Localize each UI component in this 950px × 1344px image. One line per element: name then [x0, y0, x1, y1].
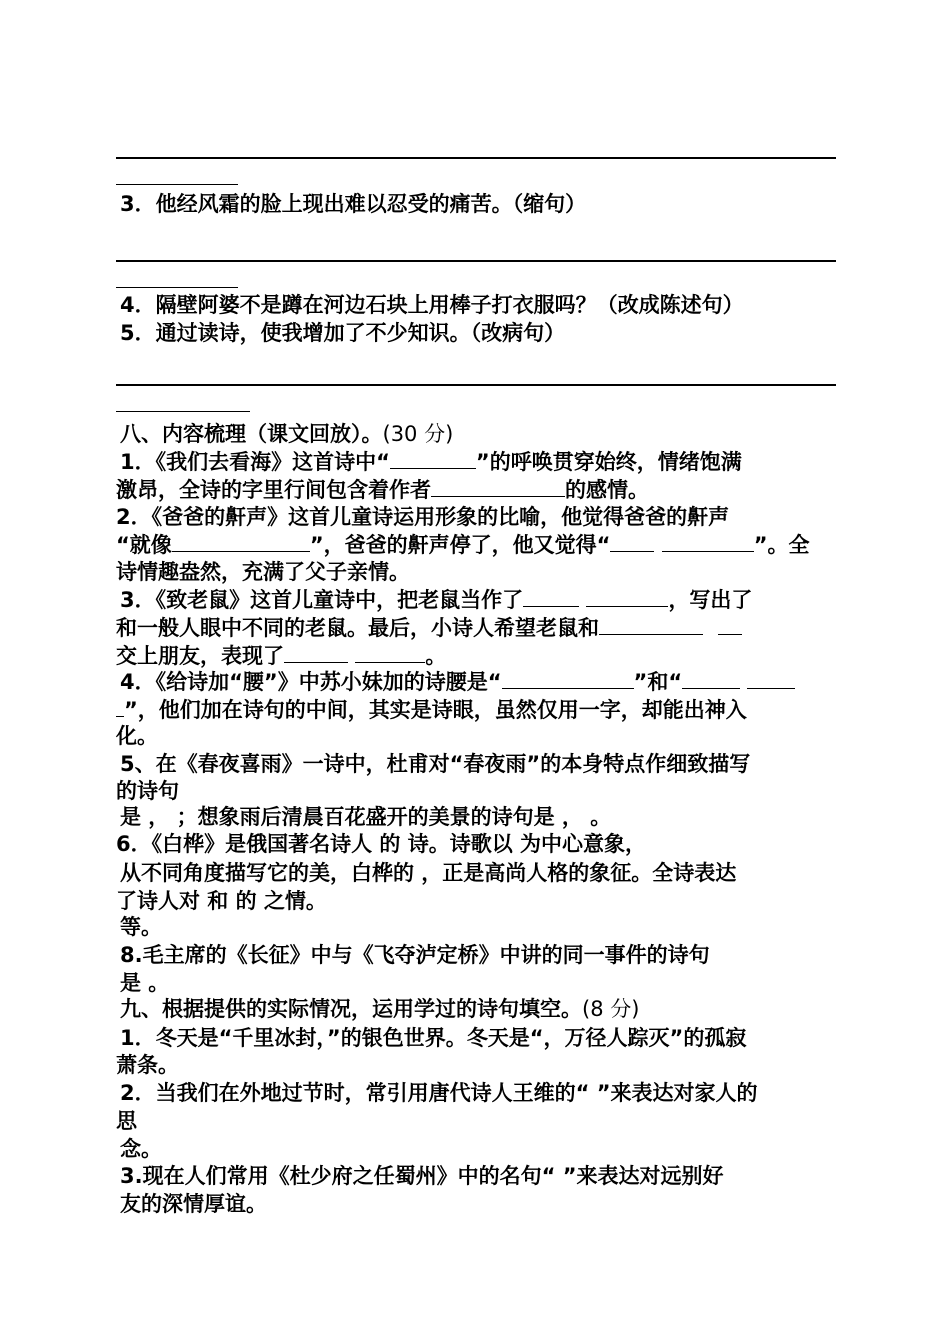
- blank[interactable]: [523, 588, 579, 607]
- question-text: ”。全: [753, 533, 810, 557]
- question-8-2-end: [116, 558, 838, 586]
- question-text: 。: [425, 644, 447, 668]
- question-9-3: 3.现在人们常用《杜少府之任蜀州》中的名句“ ”来表达对远别好: [120, 1164, 724, 1188]
- blank[interactable]: [747, 670, 795, 689]
- blank[interactable]: [599, 616, 703, 635]
- question-8-1-cont: [116, 476, 838, 504]
- question-8-8: 8.毛主席的《长征》中与《飞夺泸定桥》中讲的同一事件的诗句: [120, 943, 710, 967]
- blank[interactable]: [610, 533, 654, 552]
- question-9-2-end: 念。: [120, 1137, 162, 1161]
- section-8-heading: [116, 420, 842, 448]
- blank[interactable]: [390, 450, 476, 469]
- question-text: 1．《我们去看海》这首诗中“: [120, 450, 390, 474]
- answer-line: [116, 384, 836, 386]
- question-text: “就像: [116, 533, 172, 557]
- question-8-4-end: [116, 722, 838, 750]
- question-text: ”，爸爸的鼾声停了，他又觉得“: [309, 533, 611, 557]
- question-8-5: 5、在《春夜喜雨》一诗中，杜甫对“春夜雨”的本身特点作细致描写: [120, 752, 751, 776]
- section-9-heading: [116, 995, 842, 1023]
- answer-line: [116, 157, 836, 159]
- blank[interactable]: [682, 670, 740, 689]
- question-8-3-cont: [116, 614, 838, 642]
- blank[interactable]: [502, 670, 634, 689]
- question-7-5: 5．通过读诗，使我增加了不少知识。（改病句）: [120, 321, 566, 345]
- question-8-2: [116, 503, 838, 531]
- question-8-6-cont2: 了诗人对 和 的 之情。: [116, 889, 327, 913]
- blank[interactable]: [284, 644, 348, 663]
- question-8-5-end: 是 ， ；想象雨后清晨百花盛开的美景的诗句是 ， 。: [120, 805, 612, 829]
- blank[interactable]: [662, 533, 754, 552]
- question-text: 化。: [116, 724, 158, 748]
- question-text: 诗情趣盎然，充满了父子亲情。: [116, 560, 410, 584]
- question-text: 激昂，全诗的字里行间包含着作者: [116, 478, 431, 502]
- question-text: ”的呼唤贯穿始终，情绪饱满: [475, 450, 742, 474]
- question-8-6: 6．《白桦》是俄国著名诗人 的 诗。诗歌以 为中心意象，: [116, 832, 647, 856]
- blank[interactable]: [116, 698, 124, 717]
- question-8-8-cont: 是 。: [120, 971, 170, 995]
- question-text: 的感情。: [565, 478, 649, 502]
- question-8-1: [116, 448, 842, 476]
- question-text: 4．《给诗加“腰”》中苏小妹加的诗腰是“: [120, 670, 502, 694]
- question-8-3-end: [116, 642, 838, 670]
- question-8-6-cont: 从不同角度描写它的美，白桦的 ，正是高尚人格的象征。全诗表达: [120, 861, 737, 885]
- section-score: (8 分): [582, 997, 640, 1021]
- question-8-5-cont: 的诗句: [116, 779, 179, 803]
- question-9-1: 1．冬天是“千里冰封，”的银色世界。冬天是“，万径人踪灭”的孤寂: [120, 1026, 747, 1050]
- question-8-4-cont: [116, 696, 838, 724]
- question-text: 3．《致老鼠》这首儿童诗中，把老鼠当作了: [120, 588, 524, 612]
- answer-line-end: [116, 287, 238, 288]
- blank[interactable]: [172, 533, 310, 552]
- question-text: 和一般人眼中不同的老鼠。最后，小诗人希望老鼠和: [116, 616, 599, 640]
- answer-line-end: [116, 411, 250, 412]
- section-score: (30 分): [382, 422, 454, 446]
- question-9-2-cont: 思: [116, 1109, 137, 1133]
- question-9-3-cont: 友的深情厚谊。: [120, 1192, 267, 1216]
- question-8-3: [116, 586, 842, 614]
- blank[interactable]: [355, 644, 425, 663]
- question-8-2-cont: [116, 531, 838, 559]
- section-title: 八、内容梳理（课文回放）。: [120, 422, 383, 446]
- question-text: ，写出了: [668, 588, 753, 612]
- question-text: 交上朋友，表现了: [116, 644, 284, 668]
- question-7-3: 3．他经风霜的脸上现出难以忍受的痛苦。（缩句）: [120, 192, 587, 216]
- question-8-6-end: 等。: [120, 915, 162, 939]
- answer-line-end: [116, 184, 238, 185]
- section-title: 九、根据提供的实际情况，运用学过的诗句填空。: [120, 997, 582, 1021]
- question-7-4: 4．隔壁阿婆不是蹲在河边石块上用棒子打衣服吗？（改成陈述句）: [120, 293, 744, 317]
- question-text: 2．《爸爸的鼾声》这首儿童诗运用形象的比喻，他觉得爸爸的鼾声: [116, 505, 730, 529]
- question-text: ”，他们加在诗句的中间，其实是诗眼，虽然仅用一字，却能出神入: [124, 698, 747, 722]
- question-8-4: [116, 668, 842, 696]
- blank[interactable]: [718, 616, 742, 635]
- question-9-2: 2．当我们在外地过节时，常引用唐代诗人王维的“ ”来表达对家人的: [120, 1081, 758, 1105]
- question-text: ”和“: [633, 670, 683, 694]
- answer-line: [116, 260, 836, 262]
- blank[interactable]: [431, 478, 565, 497]
- blank[interactable]: [586, 588, 668, 607]
- question-9-1-cont: 萧条。: [116, 1053, 179, 1077]
